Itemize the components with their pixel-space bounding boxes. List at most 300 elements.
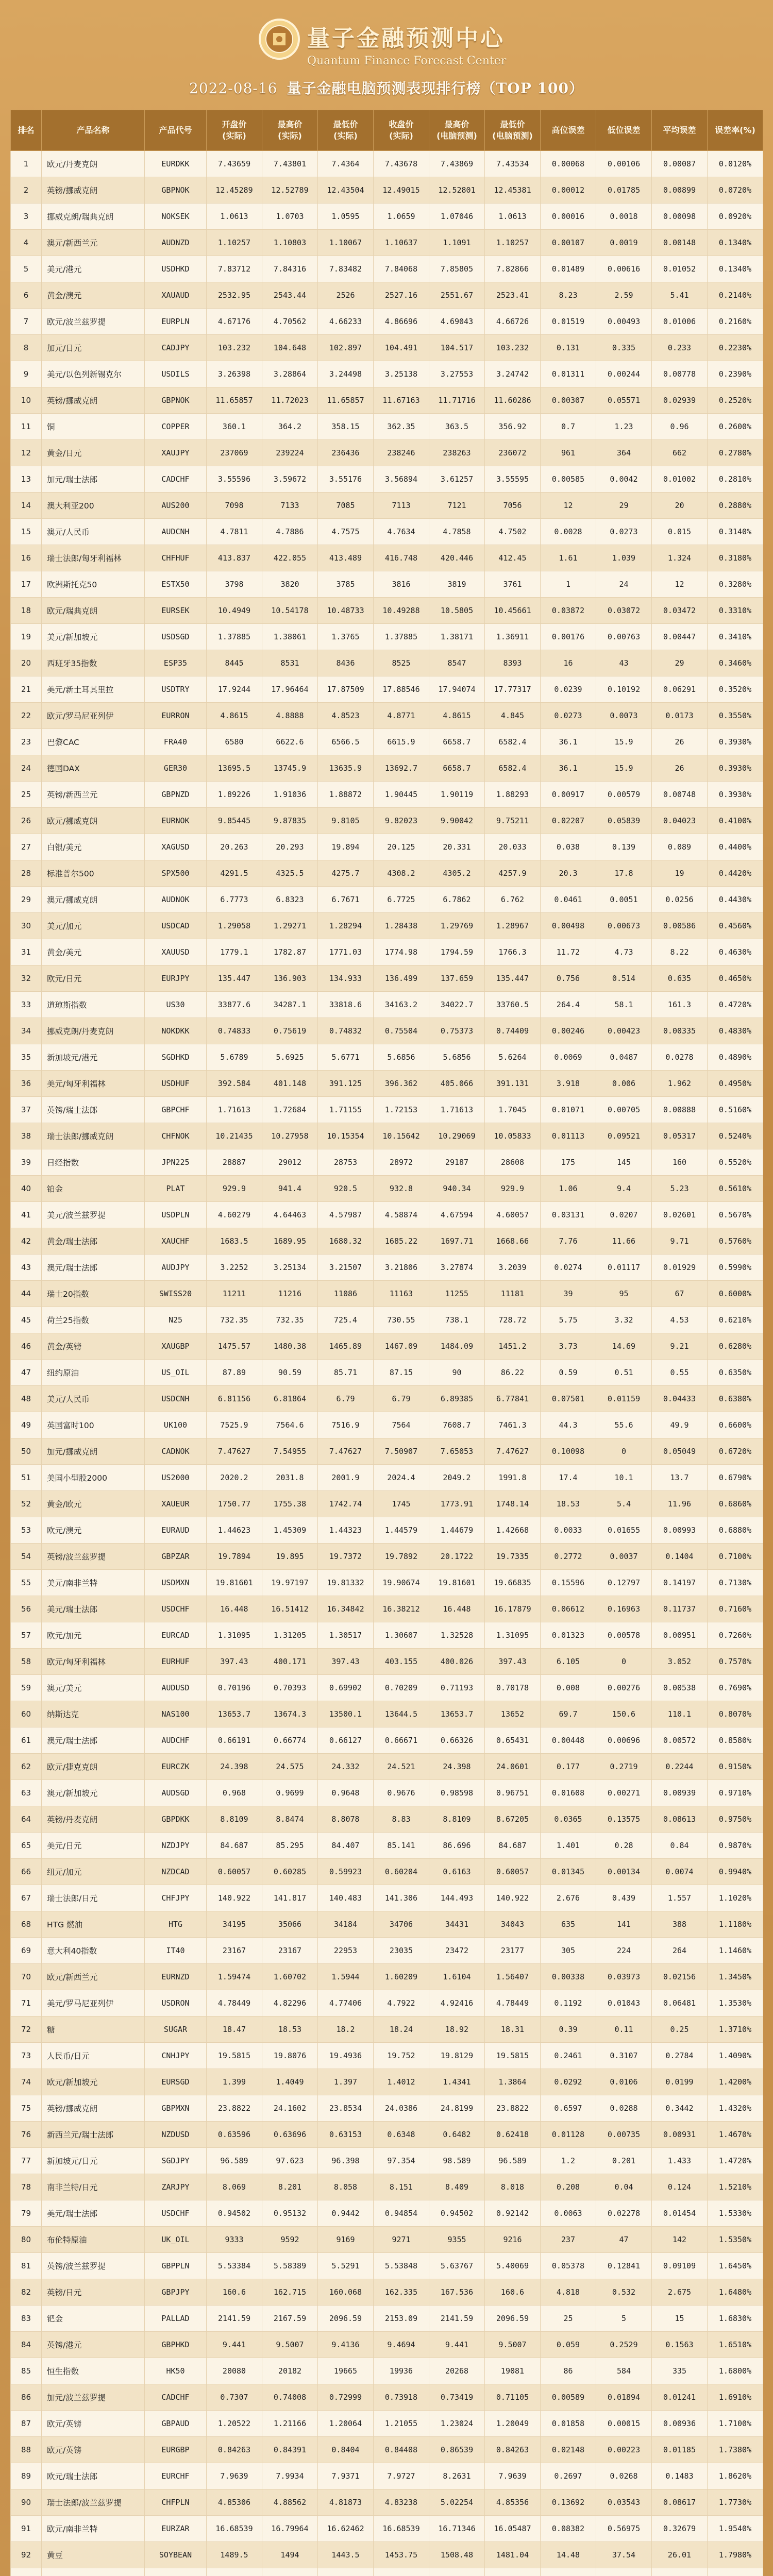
cell-low-error: 0.00763: [596, 624, 652, 650]
cell-high-predicted: 363.5: [429, 414, 485, 440]
cell-close-actual: 0.73918: [374, 2384, 429, 2411]
cell-high-actual: 0.74008: [262, 2384, 318, 2411]
cell-high-predicted: 8.409: [429, 2174, 485, 2200]
cell-low-error: 0.01043: [596, 1990, 652, 2016]
cell-high-error: 8.23: [541, 282, 596, 309]
cell-avg-error: 0.04023: [652, 808, 708, 834]
cell-product-name: 标准普尔500: [42, 860, 145, 887]
cell-low-predicted: 1766.3: [485, 939, 541, 965]
cell-high-predicted: 0.98598: [429, 1780, 485, 1806]
cell-rank: 18: [11, 598, 42, 624]
cell-low-predicted: 0.70178: [485, 1675, 541, 1701]
cell-low-error: 0.00735: [596, 2122, 652, 2148]
cell-product-code: USDCAD: [145, 913, 207, 939]
cell-high-error: 0.01323: [541, 1622, 596, 1649]
cell-rank: 90: [11, 2489, 42, 2516]
cell-close-actual: 16.38212: [374, 1596, 429, 1622]
cell-error-rate: 0.3930%: [708, 782, 763, 808]
cell-high-actual: 29012: [262, 1149, 318, 1176]
cell-high-error: 17.4: [541, 1465, 596, 1491]
cell-product-name: 欧元/日元: [42, 965, 145, 992]
cell-rank: 52: [11, 1491, 42, 1517]
cell-low-predicted: 2096.59: [485, 2306, 541, 2332]
cell-close-actual: 0.66671: [374, 1727, 429, 1754]
cell-open-actual: 7.9639: [207, 2463, 262, 2489]
cell-avg-error: 0.124: [652, 2174, 708, 2200]
cell-high-error: 0.03131: [541, 1202, 596, 1228]
cell-low-error: 9.4: [596, 1176, 652, 1202]
table-row: [11, 2332, 763, 2358]
cell-low-actual: 4.81873: [318, 2489, 374, 2516]
table-row: [11, 1071, 763, 1097]
cell-rank: 29: [11, 887, 42, 913]
cell-high-error: 0.00307: [541, 387, 596, 414]
table-row: [11, 1228, 763, 1255]
table-row: [11, 335, 763, 361]
column-header: 高位误差: [541, 110, 596, 151]
table-row: [11, 598, 763, 624]
table-row: [11, 913, 763, 939]
report-date: 2022-08-16: [189, 80, 278, 97]
cell-low-predicted: 135.447: [485, 965, 541, 992]
cell-high-predicted: 3.61257: [429, 466, 485, 493]
cell-low-predicted: 6582.4: [485, 729, 541, 755]
cell-product-name: 意大利40指数: [42, 1938, 145, 1964]
brand-block: [307, 20, 506, 67]
cell-open-actual: 3.55596: [207, 466, 262, 493]
cell-product-code: SUGAR: [145, 2016, 207, 2043]
cell-high-actual: 10.27958: [262, 1123, 318, 1149]
cell-open-actual: 1.31095: [207, 1622, 262, 1649]
cell-low-actual: 19.7372: [318, 1544, 374, 1570]
table-row: [11, 1386, 763, 1412]
column-header: 排名: [11, 110, 42, 151]
cell-close-actual: 4.8771: [374, 703, 429, 729]
cell-avg-error: 0.1563: [652, 2332, 708, 2358]
cell-product-name: 黄豆: [42, 2542, 145, 2568]
cell-error-rate: 1.4200%: [708, 2069, 763, 2095]
cell-rank: 8: [11, 335, 42, 361]
cell-high-actual: 4.82296: [262, 1990, 318, 2016]
cell-high-actual: 9592: [262, 2227, 318, 2253]
cell-product-code: XAUGBP: [145, 1333, 207, 1360]
cell-high-error: 0.0033: [541, 1517, 596, 1544]
cell-product-name: 欧洲斯托克50: [42, 571, 145, 598]
cell-high-error: 0.0028: [541, 519, 596, 545]
cell-high-actual: 16.51412: [262, 1596, 318, 1622]
cell-close-actual: 10.49288: [374, 598, 429, 624]
cell-error-rate: 0.9150%: [708, 1754, 763, 1780]
cell-rank: 76: [11, 2122, 42, 2148]
table-row: [11, 466, 763, 493]
cell-rank: 48: [11, 1386, 42, 1412]
cell-product-name: 挪威克朗/丹麦克朗: [42, 1018, 145, 1044]
cell-rank: 20: [11, 650, 42, 676]
cell-high-error: 0.01489: [541, 256, 596, 282]
cell-low-predicted: 3.55595: [485, 466, 541, 493]
cell-low-error: 0.04: [596, 2174, 652, 2200]
cell-high-error: 0.10098: [541, 1438, 596, 1465]
cell-product-code: EURGBP: [145, 2437, 207, 2463]
cell-rank: 67: [11, 1885, 42, 1911]
cell-close-actual: 87.15: [374, 1360, 429, 1386]
table-row: [11, 2384, 763, 2411]
column-header: 最低价 (实际): [318, 110, 374, 151]
cell-low-actual: 4.8523: [318, 703, 374, 729]
cell-product-code: XAUCHF: [145, 1228, 207, 1255]
cell-avg-error: 0.00087: [652, 151, 708, 177]
cell-avg-error: 160: [652, 1149, 708, 1176]
cell-error-rate: 0.2390%: [708, 361, 763, 387]
cell-low-actual: 5.5291: [318, 2253, 374, 2279]
cell-low-actual: 13500.1: [318, 1701, 374, 1727]
cell-high-predicted: 137.659: [429, 965, 485, 992]
cell-high-error: 0.00176: [541, 624, 596, 650]
cell-low-actual: 140.483: [318, 1885, 374, 1911]
cell-low-actual: 1.5944: [318, 1964, 374, 1990]
cell-avg-error: 0.00098: [652, 204, 708, 230]
cell-low-error: 47: [596, 2227, 652, 2253]
cell-low-actual: 7516.9: [318, 1412, 374, 1438]
cell-product-name: 南非兰特/日元: [42, 2174, 145, 2200]
cell-product-name: 黄金/英镑: [42, 1333, 145, 1360]
cell-close-actual: 4.7634: [374, 519, 429, 545]
cell-rank: 11: [11, 414, 42, 440]
cell-close-actual: 1.28438: [374, 913, 429, 939]
cell-low-error: 0.335: [596, 335, 652, 361]
cell-avg-error: 0.0074: [652, 1859, 708, 1885]
table-row: [11, 992, 763, 1018]
table-row: [11, 1517, 763, 1544]
cell-close-actual: 34706: [374, 1911, 429, 1938]
cell-avg-error: 0.01006: [652, 309, 708, 335]
cell-high-error: 69.7: [541, 1701, 596, 1727]
cell-high-error: 0.0292: [541, 2069, 596, 2095]
cell-low-predicted: 12.45381: [485, 177, 541, 204]
cell-error-rate: 0.6720%: [708, 1438, 763, 1465]
cell-error-rate: 0.8580%: [708, 1727, 763, 1754]
brand-logo-icon: [258, 18, 301, 61]
cell-rank: 78: [11, 2174, 42, 2200]
table-row: [11, 887, 763, 913]
cell-low-error: 0.0106: [596, 2069, 652, 2095]
cell-low-error: 0.05571: [596, 387, 652, 414]
cell-high-error: 0.00012: [541, 177, 596, 204]
cell-low-predicted: 16.05487: [485, 2516, 541, 2542]
table-row: [11, 1701, 763, 1727]
cell-low-error: 0.00493: [596, 309, 652, 335]
cell-low-error: [596, 2568, 652, 2576]
cell-high-predicted: 1.38171: [429, 624, 485, 650]
cell-open-actual: 0.84263: [207, 2437, 262, 2463]
cell-error-rate: 0.2160%: [708, 309, 763, 335]
cell-error-rate: 0.5670%: [708, 1202, 763, 1228]
cell-avg-error: 335: [652, 2358, 708, 2384]
table-row: [11, 1044, 763, 1071]
cell-close-actual: 162.335: [374, 2279, 429, 2306]
cell-product-code: USDPLN: [145, 1202, 207, 1228]
cell-product-name: 黄金/日元: [42, 440, 145, 466]
cell-high-actual: 1494: [262, 2542, 318, 2568]
cell-open-actual: 7.83712: [207, 256, 262, 282]
cell-close-actual: 85.141: [374, 1833, 429, 1859]
cell-rank: 16: [11, 545, 42, 571]
cell-low-predicted: 23.8822: [485, 2095, 541, 2122]
cell-open-actual: 8.069: [207, 2174, 262, 2200]
cell-product-name: 美元/加元: [42, 913, 145, 939]
table-row: [11, 2306, 763, 2332]
table-row: [11, 1412, 763, 1438]
cell-error-rate: 0.3280%: [708, 571, 763, 598]
cell-rank: 55: [11, 1570, 42, 1596]
cell-low-error: 0.514: [596, 965, 652, 992]
cell-high-predicted: 86.696: [429, 1833, 485, 1859]
cell-error-rate: [708, 2568, 763, 2576]
cell-high-actual: 1.0703: [262, 204, 318, 230]
table-row: [11, 2437, 763, 2463]
cell-high-actual: 2543.44: [262, 282, 318, 309]
table-row: [11, 282, 763, 309]
cell-high-actual: 1.4049: [262, 2069, 318, 2095]
cell-high-predicted: 1794.59: [429, 939, 485, 965]
cell-low-actual: 19.81332: [318, 1570, 374, 1596]
table-row: [11, 808, 763, 834]
cell-rank: 40: [11, 1176, 42, 1202]
cell-rank: 73: [11, 2043, 42, 2069]
cell-open-actual: 84.687: [207, 1833, 262, 1859]
cell-rank: 2: [11, 177, 42, 204]
cell-open-actual: 3.26398: [207, 361, 262, 387]
cell-product-name: 英镑/挪威克朗: [42, 2095, 145, 2122]
cell-high-predicted: 98.589: [429, 2148, 485, 2174]
cell-product-name: 黄金/美元: [42, 939, 145, 965]
cell-low-actual: 0.63153: [318, 2122, 374, 2148]
cell-high-actual: 19.895: [262, 1544, 318, 1570]
cell-product-code: EURHUF: [145, 1649, 207, 1675]
cell-high-actual: 35066: [262, 1911, 318, 1938]
cell-product-code: AUDNOK: [145, 887, 207, 913]
cell-high-error: 0.177: [541, 1754, 596, 1780]
cell-high-actual: 8.8474: [262, 1806, 318, 1833]
cell-high-error: 18.53: [541, 1491, 596, 1517]
cell-low-predicted: 34043: [485, 1911, 541, 1938]
cell-low-error: 0.00705: [596, 1097, 652, 1123]
cell-low-actual: 1.3765: [318, 624, 374, 650]
cell-low-predicted: 1451.2: [485, 1333, 541, 1360]
cell-error-rate: 0.2230%: [708, 335, 763, 361]
cell-high-actual: 364.2: [262, 414, 318, 440]
cell-close-actual: 1.0659: [374, 204, 429, 230]
cell-open-actual: 2141.59: [207, 2306, 262, 2332]
table-row: [11, 309, 763, 335]
cell-rank: 71: [11, 1990, 42, 2016]
cell-rank: 53: [11, 1517, 42, 1544]
cell-avg-error: [652, 2568, 708, 2576]
table-row: [11, 2174, 763, 2200]
cell-close-actual: 13644.5: [374, 1701, 429, 1727]
table-row: [11, 2411, 763, 2437]
cell-product-name: 欧元/澳元: [42, 1517, 145, 1544]
cell-high-actual: 1.60702: [262, 1964, 318, 1990]
cell-rank: 43: [11, 1255, 42, 1281]
table-row: [11, 519, 763, 545]
cell-product-name: 新加坡元/日元: [42, 2148, 145, 2174]
cell-open-actual: 1.399: [207, 2069, 262, 2095]
cell-product-code: CHFHUF: [145, 545, 207, 571]
cell-low-predicted: 4.85356: [485, 2489, 541, 2516]
cell-product-name: 白银/美元: [42, 834, 145, 860]
cell-low-actual: 11.65857: [318, 387, 374, 414]
cell-low-actual: 22953: [318, 1938, 374, 1964]
cell-high-predicted: 9355: [429, 2227, 485, 2253]
cell-low-actual: 0.66127: [318, 1727, 374, 1754]
cell-rank: 70: [11, 1964, 42, 1990]
cell-product-name: 美元/日元: [42, 1833, 145, 1859]
cell-close-actual: 6.7725: [374, 887, 429, 913]
cell-high-predicted: 0.6163: [429, 1859, 485, 1885]
cell-avg-error: 0.25: [652, 2016, 708, 2043]
cell-avg-error: 0.04433: [652, 1386, 708, 1412]
cell-product-code: EURDKK: [145, 151, 207, 177]
table-row: [11, 2016, 763, 2043]
cell-error-rate: 1.6480%: [708, 2279, 763, 2306]
table-row: [11, 1990, 763, 2016]
cell-rank: 25: [11, 782, 42, 808]
cell-avg-error: 26.01: [652, 2542, 708, 2568]
cell-open-actual: 5.6789: [207, 1044, 262, 1071]
cell-low-predicted: 728.72: [485, 1307, 541, 1333]
cell-product-name: 纳斯达克: [42, 1701, 145, 1727]
cell-close-actual: 0.84408: [374, 2437, 429, 2463]
cell-open-actual: 0.66191: [207, 1727, 262, 1754]
cell-product-name: 道琼斯指数: [42, 992, 145, 1018]
cell-high-predicted: 1.07046: [429, 204, 485, 230]
cell-close-actual: 1.90445: [374, 782, 429, 808]
cell-low-predicted: 1748.14: [485, 1491, 541, 1517]
column-header: 开盘价 (实际): [207, 110, 262, 151]
table-row: [11, 834, 763, 860]
cell-product-name: 欧元/英镑: [42, 2437, 145, 2463]
cell-low-actual: 3.21507: [318, 1255, 374, 1281]
cell-high-error: 0.06612: [541, 1596, 596, 1622]
cell-high-predicted: 940.34: [429, 1176, 485, 1202]
cell-product-code: NAS100: [145, 1701, 207, 1727]
cell-high-error: 0.0273: [541, 703, 596, 729]
cell-product-name: 糖: [42, 2016, 145, 2043]
table-row: [11, 2568, 763, 2576]
cell-high-actual: 1.91036: [262, 782, 318, 808]
cell-high-predicted: 24.8199: [429, 2095, 485, 2122]
cell-high-actual: 9.5007: [262, 2332, 318, 2358]
cell-low-predicted: 17.77317: [485, 676, 541, 703]
cell-open-actual: 7098: [207, 493, 262, 519]
cell-high-predicted: 7121: [429, 493, 485, 519]
cell-high-actual: 1.38061: [262, 624, 318, 650]
cell-high-actual: 13745.9: [262, 755, 318, 782]
cell-product-name: 新西兰元/瑞士法郎: [42, 2122, 145, 2148]
cell-product-name: 澳元/新加坡元: [42, 1780, 145, 1806]
cell-close-actual: 24.0386: [374, 2095, 429, 2122]
cell-high-error: 0.01128: [541, 2122, 596, 2148]
cell-close-actual: 238246: [374, 440, 429, 466]
cell-avg-error: 0.96: [652, 414, 708, 440]
cell-low-actual: 1771.03: [318, 939, 374, 965]
cell-product-code: XAUUSD: [145, 939, 207, 965]
cell-rank: 44: [11, 1281, 42, 1307]
cell-high-error: 961: [541, 440, 596, 466]
table-row: [11, 177, 763, 204]
cell-avg-error: 0.00899: [652, 177, 708, 204]
cell-avg-error: 0.089: [652, 834, 708, 860]
cell-avg-error: 0.01454: [652, 2200, 708, 2227]
cell-high-error: 0.756: [541, 965, 596, 992]
cell-low-actual: 3785: [318, 571, 374, 598]
cell-product-code: USDCNH: [145, 1386, 207, 1412]
cell-low-predicted: 103.232: [485, 335, 541, 361]
table-row: [11, 1123, 763, 1149]
cell-product-name: 欧元/挪威克朗: [42, 808, 145, 834]
table-row: [11, 545, 763, 571]
cell-low-actual: 1.88872: [318, 782, 374, 808]
cell-low-error: 17.8: [596, 860, 652, 887]
cell-low-actual: 5.6771: [318, 1044, 374, 1071]
cell-high-error: 0.7: [541, 414, 596, 440]
cell-high-predicted: 8.2631: [429, 2463, 485, 2489]
cell-high-predicted: 1.32528: [429, 1622, 485, 1649]
cell-low-actual: 0.72999: [318, 2384, 374, 2411]
cell-high-predicted: 144.493: [429, 1885, 485, 1911]
cell-high-error: 0.00448: [541, 1727, 596, 1754]
cell-low-actual: 4.66233: [318, 309, 374, 335]
cell-low-actual: 24.332: [318, 1754, 374, 1780]
cell-rank: 31: [11, 939, 42, 965]
cell-product-name: 美元/新土耳其里拉: [42, 676, 145, 703]
cell-product-name: 黄金/澳元: [42, 282, 145, 309]
cell-low-predicted: 1.20049: [485, 2411, 541, 2437]
cell-low-error: 224: [596, 1938, 652, 1964]
table-body: [11, 151, 763, 2576]
cell-high-error: 0.0063: [541, 2200, 596, 2227]
cell-avg-error: 0.02939: [652, 387, 708, 414]
cell-open-actual: 6580: [207, 729, 262, 755]
table-row: [11, 2069, 763, 2095]
cell-product-code: GBPZAR: [145, 1544, 207, 1570]
cell-error-rate: 0.2520%: [708, 387, 763, 414]
cell-low-predicted: 0.84263: [485, 2437, 541, 2463]
cell-error-rate: 1.5350%: [708, 2227, 763, 2253]
cell-low-predicted: 28608: [485, 1149, 541, 1176]
cell-high-actual: 24.1602: [262, 2095, 318, 2122]
cell-high-error: 0.00338: [541, 1964, 596, 1990]
cell-low-error: 0.00134: [596, 1859, 652, 1885]
cell-high-error: 0.00246: [541, 1018, 596, 1044]
cell-product-name: 人民币/日元: [42, 2043, 145, 2069]
cell-close-actual: 19936: [374, 2358, 429, 2384]
cell-close-actual: 0.60204: [374, 1859, 429, 1885]
cell-close-actual: 4.83238: [374, 2489, 429, 2516]
table-row: [11, 1281, 763, 1307]
column-header: 最高价 (实际): [262, 110, 318, 151]
cell-high-actual: 1.45309: [262, 1517, 318, 1544]
cell-low-error: 0.0051: [596, 887, 652, 913]
cell-high-predicted: 18.92: [429, 2016, 485, 2043]
cell-low-error: 0.09521: [596, 1123, 652, 1149]
cell-high-predicted: 19.81601: [429, 1570, 485, 1596]
table-row: [11, 1806, 763, 1833]
cell-high-error: 0.59: [541, 1360, 596, 1386]
cell-high-predicted: 17.94074: [429, 676, 485, 703]
cell-high-error: 0.0069: [541, 1044, 596, 1071]
